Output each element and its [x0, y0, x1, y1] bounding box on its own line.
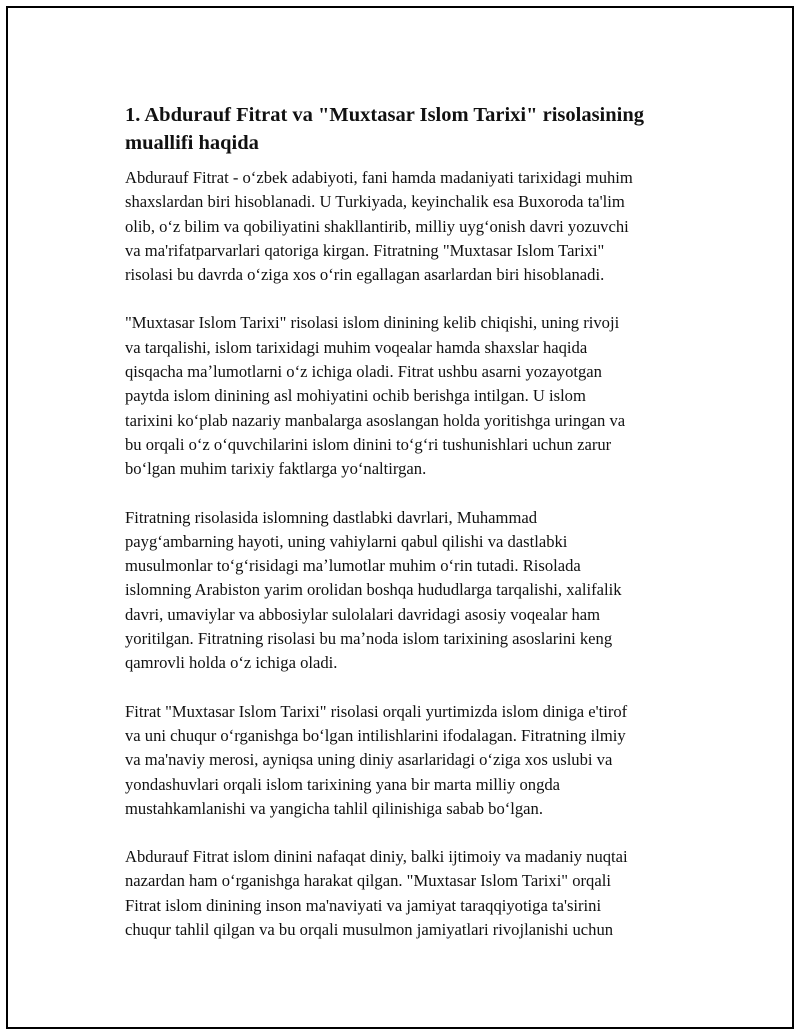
text-line: chuqur tahlil qilgan va bu orqali musulmon jamiyatlari rivojlanishi uchun	[125, 920, 614, 940]
text-line: Fitratning risolasida islomning dastlabki davrlari, Muhammad	[125, 507, 538, 527]
text-line: yoritilgan. Fitratning risolasi bu maʼnoda islom tarixining asoslarini keng	[125, 629, 613, 649]
text-line: va tarqalishi, islom tarixidagi muhim voqealar hamda shaxslar haqida	[125, 337, 588, 357]
text-line: Abdurauf Fitrat islom dinini nafaqat diniy, balki ijtimoiy va madaniy nuqtai	[125, 847, 628, 867]
paragraph	[125, 166, 705, 287]
text-line: nazardan ham oʻrganishga harakat qilgan. "Muxtasar Islom Tarixi" orqali	[125, 871, 611, 891]
text-line: islomning Arabiston yarim orolidan boshqa hududlarga tarqalishi, xalifalik	[125, 580, 622, 600]
text-line: va ma'rifatparvarlari qatoriga kirgan. Fitratning "Muxtasar Islom Tarixi"	[125, 240, 605, 260]
text-line: va uni chuqur oʻrganishga boʻlgan intilishlarini ifodalagan. Fitratning ilmiy	[125, 725, 626, 745]
text-line: olib, oʻz bilim va qobiliyatini shakllantirib, milliy uygʻonish davri yozuvchi	[125, 216, 629, 236]
text-line: va ma'naviy merosi, ayniqsa uning diniy asarlaridagi oʻziga xos uslubi va	[125, 750, 613, 770]
text-line: Abdurauf Fitrat - oʻzbek adabiyoti, fani hamda madaniyati tarixidagi muhim	[125, 168, 633, 187]
paragraph	[125, 845, 705, 942]
text-line: shaxslardan biri hisoblanadi. U Turkiyada, keyinchalik esa Buxoroda ta'lim	[125, 192, 625, 212]
text-line: Fitrat "Muxtasar Islom Tarixi" risolasi orqali yurtimizda islom diniga e'tirof	[125, 701, 628, 721]
text-line: risolasi bu davrda oʻziga xos oʻrin egallagan asarlardan biri hisoblanadi.	[125, 265, 605, 285]
text-line: Fitrat islom dinining inson ma'naviyati va jamiyat taraqqiyotiga ta'sirini	[125, 895, 602, 915]
text-line: musulmonlar toʻgʻrisidagi maʼlumotlar muhim oʻrin tutadi. Risolada	[125, 556, 581, 576]
text-line: paytda islom dinining asl mohiyatini ochib berishga intilgan. U islom	[125, 386, 586, 406]
text-line: qisqacha maʼlumotlarni oʻz ichiga oladi. Fitrat ushbu asarni yozayotgan	[125, 362, 602, 382]
text-line: qamrovli holda oʻz ichiga oladi.	[125, 653, 338, 673]
text-line: "Muxtasar Islom Tarixi" risolasi islom dinining kelib chiqishi, uning rivoji	[125, 313, 620, 333]
text-line: mustahkamlanishi va yangicha tahlil qilinishiga sabab boʻlgan.	[125, 798, 543, 818]
paragraph	[125, 506, 705, 676]
section-heading	[125, 101, 705, 157]
document-body	[125, 101, 705, 966]
text-line: yondashuvlari orqali islom tarixining yana bir marta milliy ongda	[125, 774, 561, 794]
paragraph	[125, 311, 705, 481]
heading-line: muallifi haqida	[125, 132, 259, 154]
paragraph	[125, 700, 705, 821]
text-line: boʻlgan muhim tarixiy faktlarga yoʻnaltirgan.	[125, 459, 427, 479]
text-line: bu orqali oʻz oʻquvchilarini islom dinini toʻgʻri tushunishlari uchun zarur	[125, 434, 612, 454]
text-line: davri, umaviylar va abbosiylar sulolalari davridagi asosiy voqealar ham	[125, 604, 601, 624]
text-line: tarixini koʻplab nazariy manbalarga asoslangan holda yoritishga uringan va	[125, 410, 626, 430]
heading-line: 1. Abdurauf Fitrat va "Muxtasar Islom Tarixi" risolasining	[125, 104, 644, 126]
page-frame	[6, 6, 794, 1029]
text-line: paygʻambarning hayoti, uning vahiylarni qabul qilishi va dastlabki	[125, 531, 568, 551]
